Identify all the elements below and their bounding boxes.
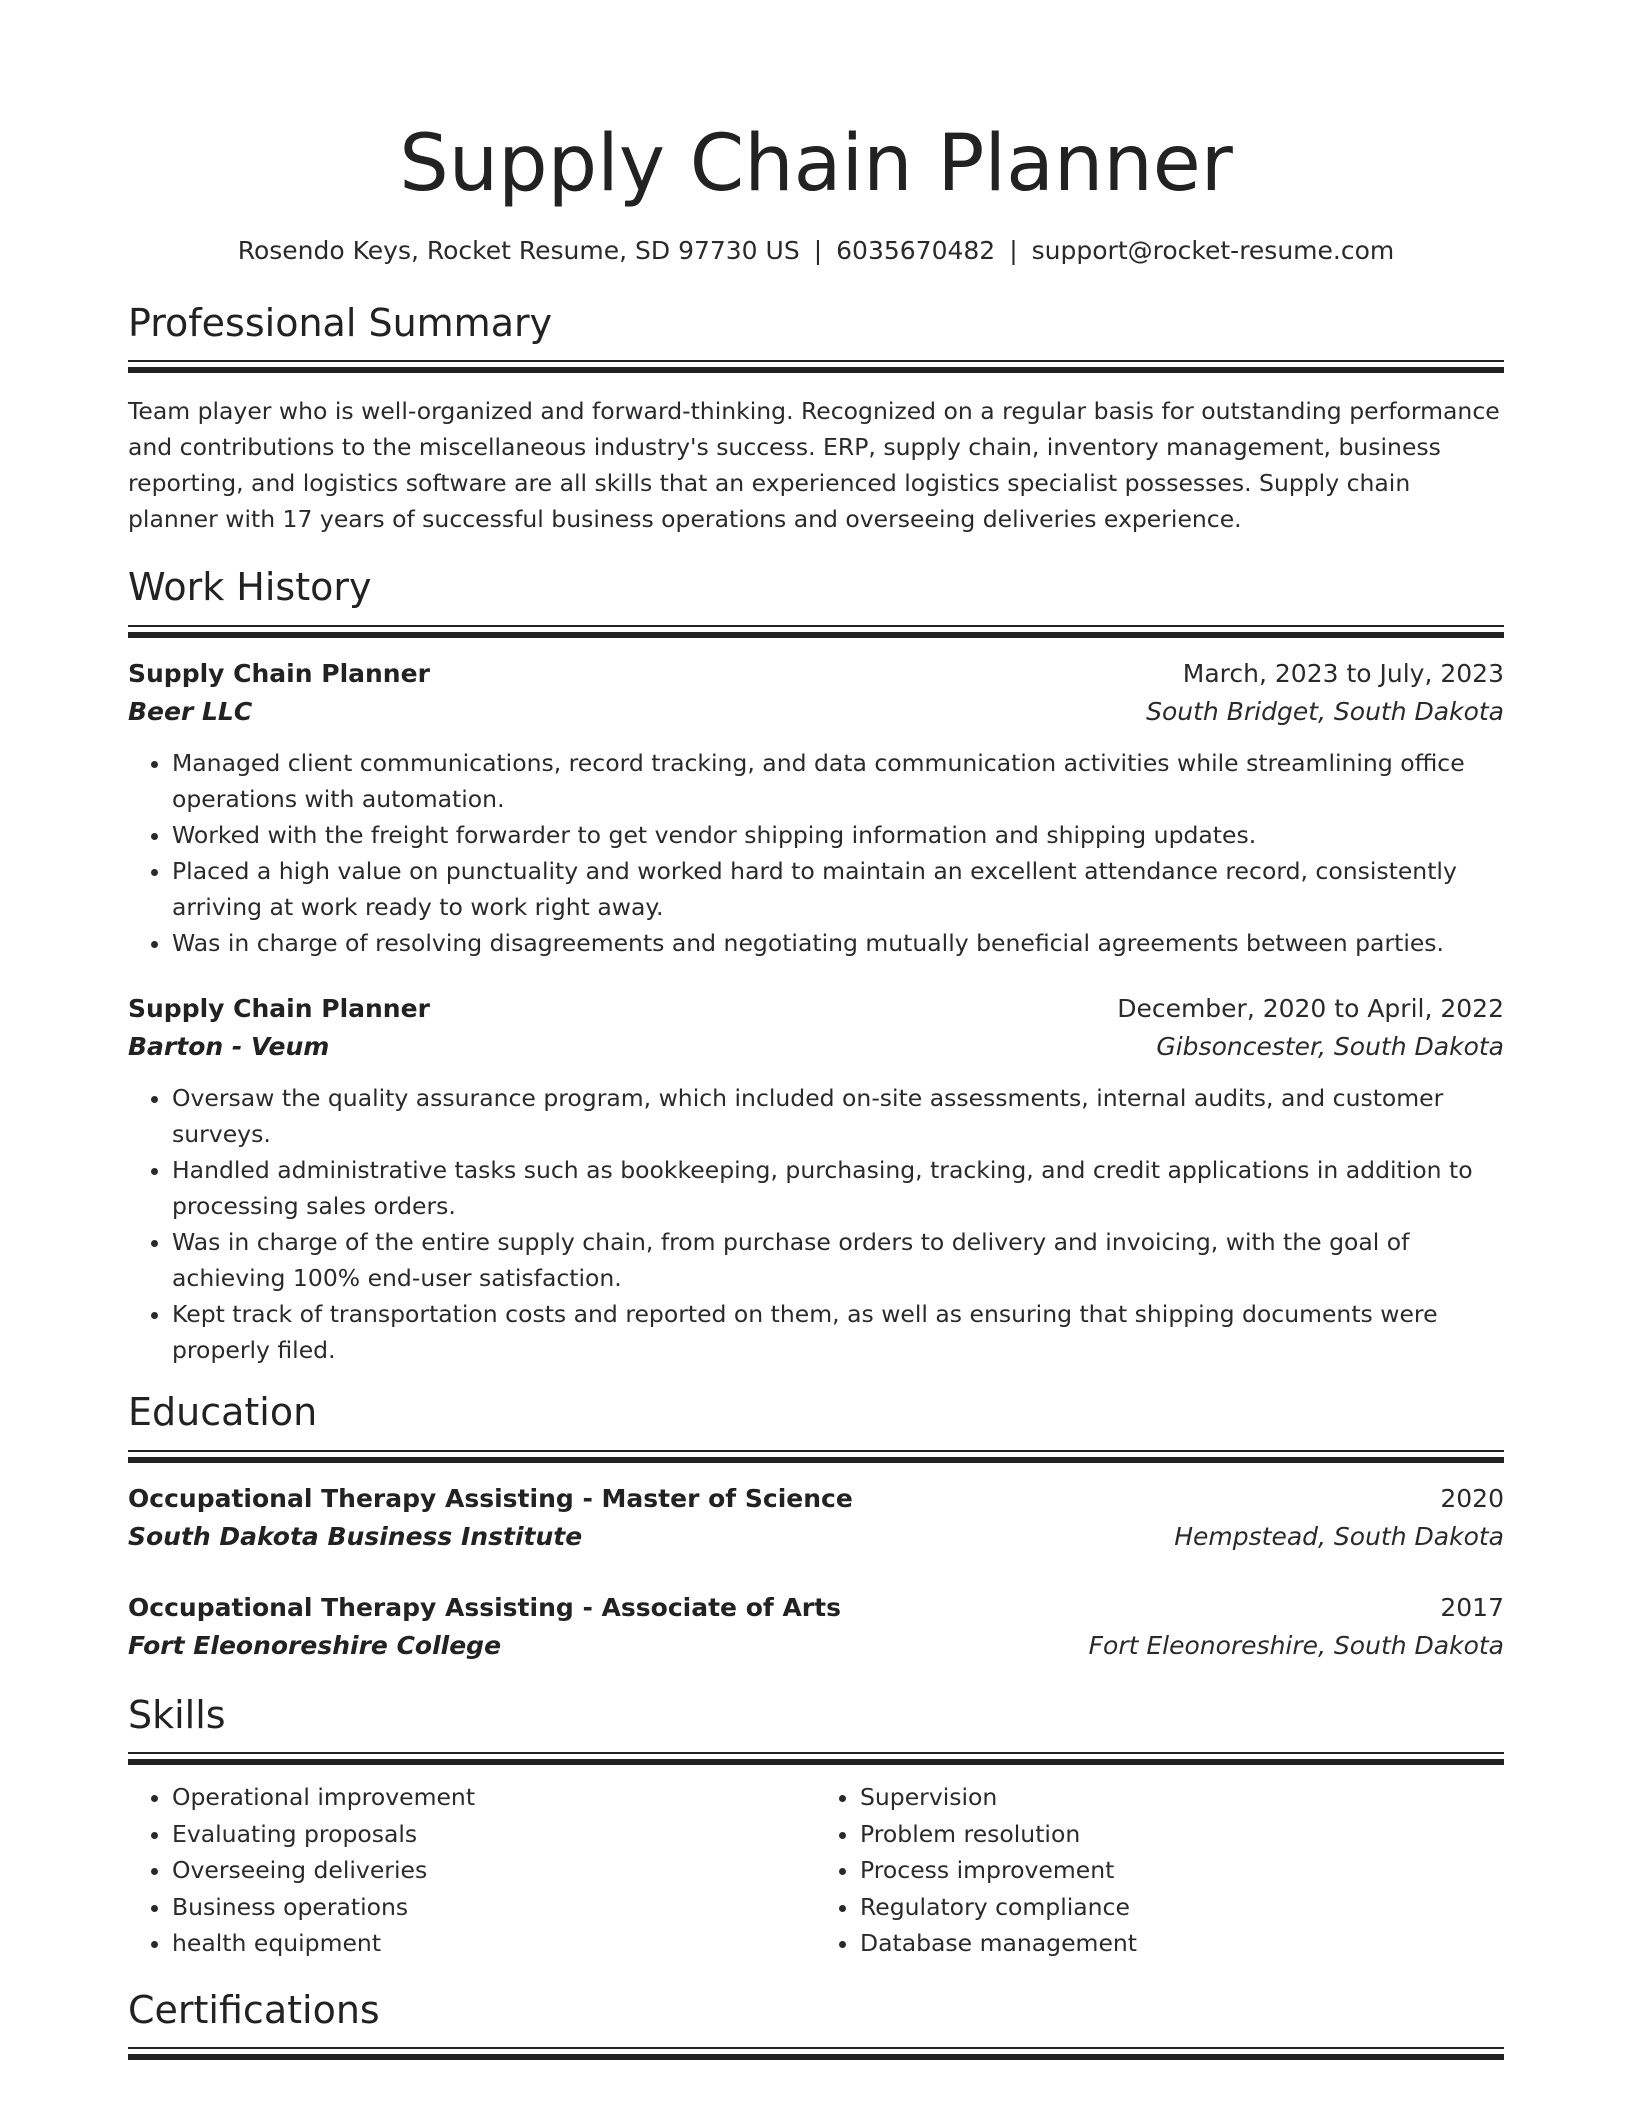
skills-section <box>128 1693 1504 1962</box>
certifications-section <box>128 1988 1504 2061</box>
list-item: • Overseeing deliveries <box>172 1852 816 1889</box>
section-rule <box>128 2047 1504 2060</box>
job-bullets <box>128 1080 1504 1368</box>
list-item: • Managed client communications, record tracking, and data communication activities while streamlining office operations with automation. <box>172 745 1504 817</box>
list-item: • health equipment <box>172 1925 816 1962</box>
contact-separator: | <box>813 235 823 265</box>
contact-separator: | <box>1009 235 1018 265</box>
education-heading: Education <box>128 1389 318 1434</box>
certifications-heading: Certifications <box>128 1987 380 2032</box>
list-item: • Worked with the freight forwarder to get vendor shipping information and shipping updates. <box>172 817 1504 853</box>
list-item: • Was in charge of the entire supply chain, from purchase orders to delivery and invoicing, with the goal of achieving 100% end-user satisfaction. <box>172 1224 1504 1296</box>
education-section <box>128 1390 1504 1665</box>
education-location: Fort Eleonoreshire, South Dakota <box>1088 1630 1504 1660</box>
list-item: • Problem resolution <box>860 1816 1504 1853</box>
contact-line <box>128 236 1504 265</box>
education-degree: Occupational Therapy Assisting - Master of Science <box>128 1483 853 1513</box>
list-item: • Kept track of transportation costs and reported on them, as well as ensuring that shipping documents were properly filed. <box>172 1296 1504 1368</box>
skills-columns <box>128 1779 1504 1962</box>
contact-address: Rosendo Keys, Rocket Resume, SD 97730 US <box>237 235 800 265</box>
job-dates: March, 2023 to July, 2023 <box>1182 658 1504 688</box>
list-item: • Database management <box>860 1925 1504 1962</box>
education-school: South Dakota Business Institute <box>128 1521 583 1551</box>
job-dates: December, 2020 to April, 2022 <box>1117 993 1504 1023</box>
section-rule <box>128 1752 1504 1765</box>
job-location: Gibsoncester, South Dakota <box>1156 1031 1504 1061</box>
job-title: Supply Chain Planner <box>128 658 430 688</box>
list-item: • Supervision <box>860 1779 1504 1816</box>
section-rule <box>128 625 1504 638</box>
work-heading: Work History <box>128 565 372 610</box>
list-item: • Was in charge of resolving disagreements and negotiating mutually beneficial agreements between parties. <box>172 925 1504 961</box>
education-location: Hempstead, South Dakota <box>1174 1521 1504 1551</box>
contact-email: support@rocket-resume.com <box>1031 235 1395 265</box>
job-company: Beer LLC <box>128 696 253 726</box>
section-rule <box>128 1450 1504 1463</box>
job-location: South Bridget, South Dakota <box>1146 696 1504 726</box>
education-year: 2020 <box>1440 1483 1504 1513</box>
education-year: 2017 <box>1440 1592 1504 1622</box>
education-degree: Occupational Therapy Assisting - Associate of Arts <box>128 1592 841 1622</box>
job-company: Barton - Veum <box>128 1031 330 1061</box>
summary-heading: Professional Summary <box>128 300 553 345</box>
list-item: • Oversaw the quality assurance program, which included on-site assessments, internal audits, and customer surveys. <box>172 1080 1504 1152</box>
list-item: • Regulatory compliance <box>860 1889 1504 1926</box>
list-item: • Evaluating proposals <box>172 1816 816 1853</box>
list-item: • Placed a high value on punctuality and worked hard to maintain an excellent attendance record, consistently arriving at work ready to work right away. <box>172 853 1504 925</box>
list-item: • Process improvement <box>860 1852 1504 1889</box>
job-bullets <box>128 745 1504 961</box>
list-item: • Business operations <box>172 1889 816 1926</box>
summary-section <box>128 301 1504 538</box>
skills-list-right <box>816 1779 1504 1962</box>
skills-list-left <box>128 1779 816 1962</box>
contact-phone: 6035670482 <box>836 235 996 265</box>
list-item: • Handled administrative tasks such as bookkeeping, purchasing, tracking, and credit applications in addition to processing sales orders. <box>172 1152 1504 1224</box>
education-entry <box>128 1589 1504 1665</box>
skills-heading: Skills <box>128 1692 226 1737</box>
job-entry <box>128 990 1504 1368</box>
list-item: • Operational improvement <box>172 1779 816 1816</box>
resume-name: Supply Chain Planner <box>399 119 1233 209</box>
work-section <box>128 565 1504 1368</box>
job-title: Supply Chain Planner <box>128 993 430 1023</box>
job-entry <box>128 655 1504 961</box>
summary-text: Team player who is well-organized and forward-thinking. Recognized on a regular basis for outstanding performance and contributions to the miscellaneous industry's success. ERP, supply chain, inventory management, business reporting, and logistics software are all skills that an experienced logistics specialist possesses. Supply chain planner with 17 years of successful business operations and overseeing deliveries experience. <box>128 397 1500 534</box>
education-school: Fort Eleonoreshire College <box>128 1630 502 1660</box>
section-rule <box>128 360 1504 373</box>
education-entry <box>128 1480 1504 1556</box>
